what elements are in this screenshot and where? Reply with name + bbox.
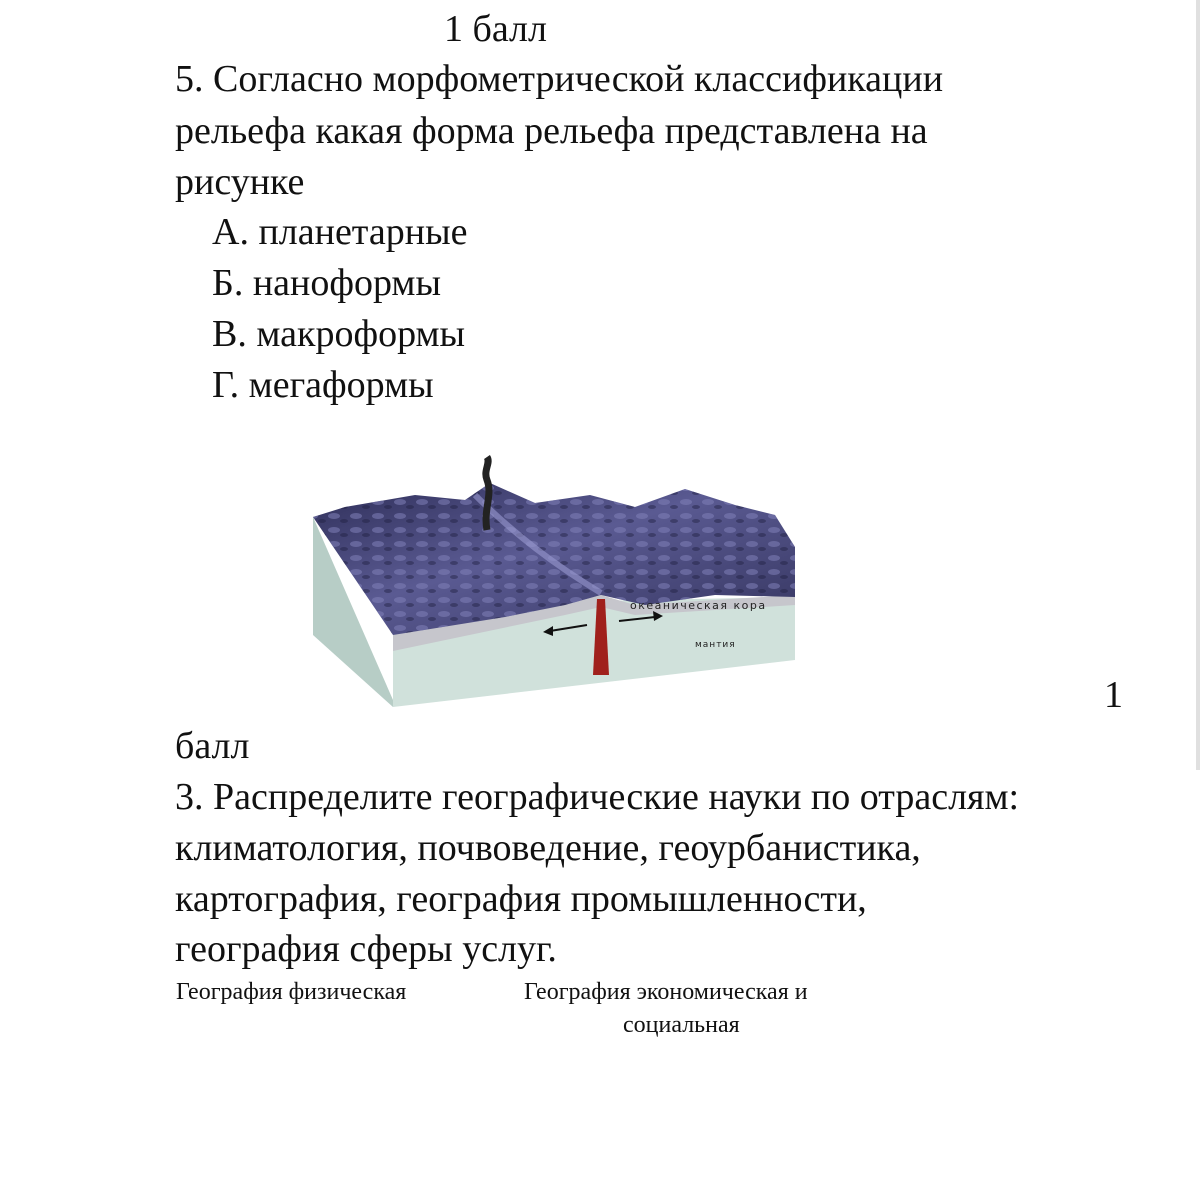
answer-option-b: Б. наноформы xyxy=(212,262,441,304)
question-3-text-line: география сферы услуг. xyxy=(175,928,557,970)
page-edge-divider xyxy=(1196,0,1200,770)
question-5-text-line: 5. Согласно морфометрической классификации xyxy=(175,58,944,100)
column-header-economic-cont: социальная xyxy=(623,1012,740,1038)
question-3-text-line: 3. Распределите географические науки по отраслям: xyxy=(175,776,1020,818)
question-3-text-line: картография, география промышленности, xyxy=(175,878,867,920)
question-3-points-word: балл xyxy=(175,725,250,767)
question-3-text-line: климатология, почвоведение, геоурбанистика, xyxy=(175,827,921,869)
question-5-text-line: рельефа какая форма рельефа представлена на xyxy=(175,110,928,152)
oceanic-crust-label: океаническая кора xyxy=(630,599,767,612)
mantle-label: мантия xyxy=(695,640,736,650)
column-header-physical: География физическая xyxy=(176,979,407,1005)
question-3-points-number: 1 xyxy=(1104,674,1123,716)
answer-option-a: А. планетарные xyxy=(212,211,468,253)
smoke-plume xyxy=(486,457,489,530)
question-5-points: 1 балл xyxy=(444,8,547,50)
answer-option-d: Г. мегаформы xyxy=(212,364,434,406)
answer-option-c: В. макроформы xyxy=(212,313,466,355)
question-5-text-line: рисунке xyxy=(175,161,305,203)
column-header-economic: География экономическая и xyxy=(524,979,808,1005)
mid-ocean-ridge-illustration xyxy=(305,455,805,707)
